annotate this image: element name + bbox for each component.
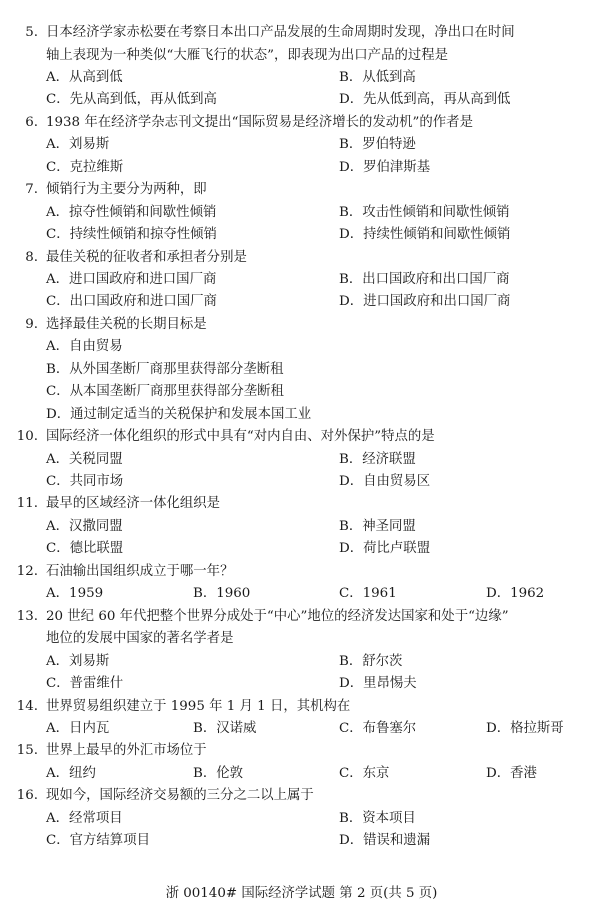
option: A．关税同盟 bbox=[46, 451, 123, 467]
option: B．从外国垄断厂商那里获得部分垄断租 bbox=[46, 361, 284, 377]
question-stem: 最佳关税的征收者和承担者分别是 bbox=[46, 249, 247, 265]
question-number: 9. bbox=[25, 316, 38, 332]
option: B．资本项目 bbox=[339, 810, 416, 826]
question-stem: 世界贸易组织建立于 1995 年 1 月 1 日，其机构在 bbox=[46, 698, 351, 714]
question-stem: 轴上表现为一种类似“大雁飞行的状态”，即表现为出口产品的过程是 bbox=[46, 47, 449, 63]
option: A．掠夺性倾销和间歇性倾销 bbox=[46, 204, 217, 220]
question-number: 10. bbox=[16, 429, 38, 445]
option: D．罗伯津斯基 bbox=[339, 159, 431, 175]
question-number: 11. bbox=[16, 496, 38, 512]
option: D．错误和遗漏 bbox=[339, 833, 431, 849]
option: D．进口国政府和出口国厂商 bbox=[339, 294, 511, 310]
option: B．舒尔茨 bbox=[339, 653, 403, 669]
question-stem: 倾销行为主要分为两种，即 bbox=[46, 182, 207, 198]
question-stem: 最早的区域经济一体化组织是 bbox=[46, 496, 221, 512]
page-footer: 浙 00140# 国际经济学试题 第 2 页(共 5 页) bbox=[165, 886, 438, 901]
option: A．1959 bbox=[46, 586, 104, 602]
option: D．通过制定适当的关税保护和发展本国工业 bbox=[46, 406, 312, 422]
option: C．先从高到低，再从低到高 bbox=[46, 92, 217, 108]
option: B．经济联盟 bbox=[339, 451, 416, 467]
option: D．格拉斯哥 bbox=[486, 720, 564, 736]
option: B．汉诺威 bbox=[193, 720, 257, 736]
option: B．出口国政府和出口国厂商 bbox=[339, 271, 510, 287]
option: A．进口国政府和进口国厂商 bbox=[46, 271, 217, 287]
option: C．官方结算项目 bbox=[46, 833, 150, 849]
option: D．持续性倾销和间歇性倾销 bbox=[339, 227, 511, 242]
option: B．从低到高 bbox=[339, 69, 416, 85]
option: C．共同市场 bbox=[46, 474, 124, 489]
question-stem: 现如今，国际经济交易额的三分之二以上属于 bbox=[46, 788, 314, 804]
option: D．荷比卢联盟 bbox=[339, 541, 431, 557]
option: C．东京 bbox=[339, 765, 390, 781]
option: C．普雷维什 bbox=[46, 676, 124, 691]
question-number: 6. bbox=[25, 114, 38, 130]
question-stem: 1938 年在经济学杂志刊文提出“国际贸易是经济增长的发动机”的作者是 bbox=[46, 114, 473, 130]
option: C．从本国垄断厂商那里获得部分垄断租 bbox=[46, 384, 284, 400]
option: B．攻击性倾销和间歇性倾销 bbox=[339, 204, 510, 220]
question-number: 12. bbox=[16, 563, 38, 579]
question-stem: 世界上最早的外汇市场位于 bbox=[46, 743, 207, 759]
option: D．先从低到高，再从高到低 bbox=[339, 92, 511, 108]
option: A．经常项目 bbox=[46, 810, 123, 826]
question-number: 16. bbox=[16, 788, 38, 804]
option: A．自由贸易 bbox=[46, 339, 123, 355]
option: C．克拉维斯 bbox=[46, 159, 124, 175]
option: A．刘易斯 bbox=[46, 137, 110, 153]
question-number: 8. bbox=[25, 249, 38, 265]
question-number: 7. bbox=[25, 182, 38, 198]
option: C．持续性倾销和掠夺性倾销 bbox=[46, 227, 217, 242]
option: B．伦敦 bbox=[193, 765, 244, 781]
option: D．自由贸易区 bbox=[339, 474, 431, 489]
option: D．1962 bbox=[486, 586, 545, 602]
question-stem: 20 世纪 60 年代把整个世界分成处于“中心”地位的经济发达国家和处于“边缘” bbox=[46, 608, 509, 624]
question-stem: 地位的发展中国家的著名学者是 bbox=[46, 631, 234, 647]
option: C．出口国政府和进口国厂商 bbox=[46, 294, 217, 310]
option: D．香港 bbox=[486, 765, 537, 781]
option: C．1961 bbox=[339, 586, 397, 602]
question-stem: 石油输出国组织成立于哪一年？ bbox=[46, 563, 234, 579]
option: C．德比联盟 bbox=[46, 541, 124, 557]
question-number: 15. bbox=[16, 743, 38, 759]
option: A．日内瓦 bbox=[46, 720, 110, 736]
question-stem: 选择最佳关税的长期目标是 bbox=[46, 316, 207, 332]
option: B．神圣同盟 bbox=[339, 518, 416, 534]
option: D．里昂惕夫 bbox=[339, 676, 417, 691]
option: A．从高到低 bbox=[46, 69, 123, 85]
option: A．汉撒同盟 bbox=[46, 518, 123, 534]
question-number: 13. bbox=[16, 608, 38, 624]
option: A．刘易斯 bbox=[46, 653, 110, 669]
question-number: 5. bbox=[25, 25, 38, 40]
option: B．罗伯特逊 bbox=[339, 137, 416, 153]
question-number: 14. bbox=[16, 698, 38, 714]
option: A．纽约 bbox=[46, 765, 96, 781]
question-stem: 国际经济一体化组织的形式中具有“对内自由、对外保护”特点的是 bbox=[46, 429, 435, 445]
question-stem: 日本经济学家赤松要在考察日本出口产品发展的生命周期时发现，净出口在时间 bbox=[46, 25, 515, 40]
option: C．布鲁塞尔 bbox=[339, 720, 417, 736]
option: B．1960 bbox=[193, 586, 251, 602]
